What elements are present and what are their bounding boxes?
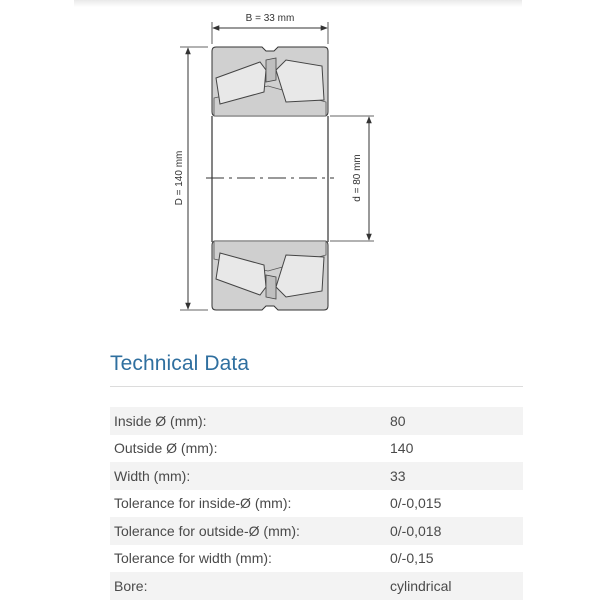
bearing-top-section xyxy=(212,47,328,116)
width-dimension xyxy=(212,10,328,44)
outer-diameter-label: D = 140 mm xyxy=(174,150,185,206)
outer-diameter-dimension xyxy=(174,47,208,310)
spec-value: cylindrical xyxy=(390,572,523,600)
spec-label: Tolerance for width (mm): xyxy=(110,545,390,573)
spec-value: 0/-0,018 xyxy=(390,517,523,545)
spec-value: 0/-0,015 xyxy=(390,490,523,518)
table-row xyxy=(110,517,523,545)
spec-value: 80 xyxy=(390,407,523,435)
table-row xyxy=(110,490,523,518)
bearing-bottom-section xyxy=(212,241,328,310)
width-dimension-label: B = 33 mm xyxy=(245,13,295,24)
spec-label: Width (mm): xyxy=(110,462,390,490)
table-row xyxy=(110,435,523,463)
inner-diameter-label: d = 80 mm xyxy=(352,154,363,202)
table-row xyxy=(110,462,523,490)
spec-label: Bore: xyxy=(110,572,390,600)
title-divider xyxy=(110,386,523,387)
spec-label: Tolerance for inside-Ø (mm): xyxy=(110,490,390,518)
inner-diameter-dimension xyxy=(330,116,374,241)
spec-value: 140 xyxy=(390,435,523,463)
spec-label: Inside Ø (mm): xyxy=(110,407,390,435)
spec-value: 0/-0,15 xyxy=(390,545,523,573)
bearing-outline xyxy=(212,116,328,242)
table-row xyxy=(110,545,523,573)
technical-data-table xyxy=(110,407,523,600)
section-title: Technical Data xyxy=(110,352,250,375)
spec-label: Tolerance for outside-Ø (mm): xyxy=(110,517,390,545)
spec-label: Outside Ø (mm): xyxy=(110,435,390,463)
table-row xyxy=(110,407,523,435)
spec-value: 33 xyxy=(390,462,523,490)
table-row xyxy=(110,572,523,600)
